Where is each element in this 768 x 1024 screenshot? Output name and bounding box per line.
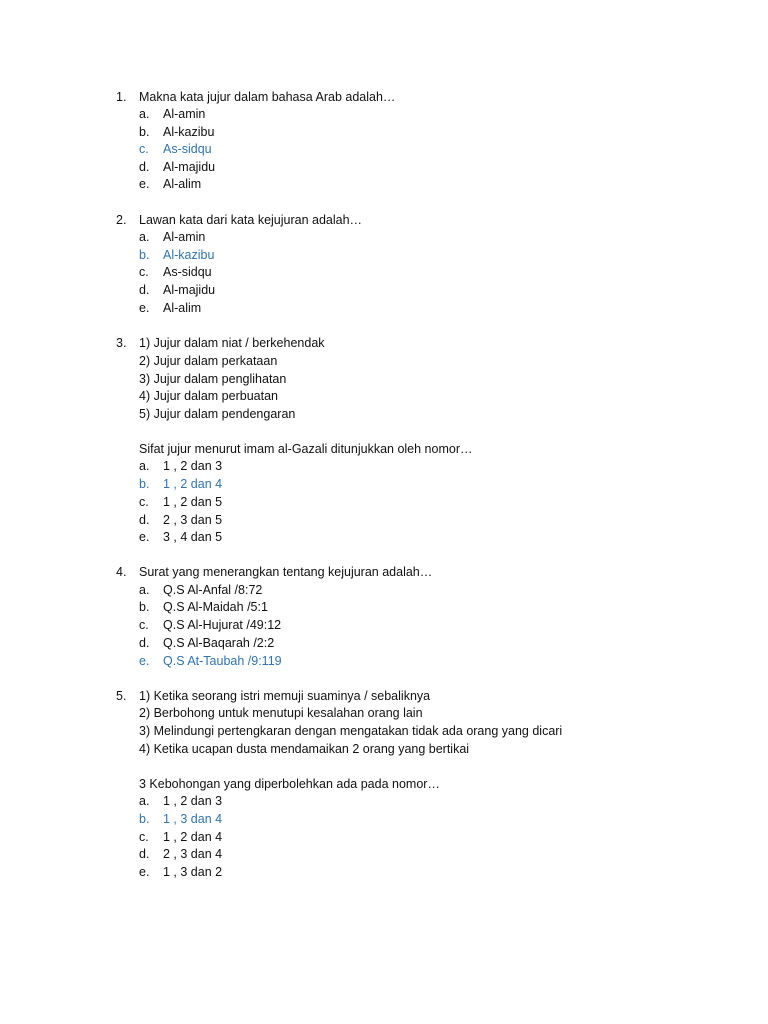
option-text: Q.S Al-Baqarah /2:2 xyxy=(163,636,275,650)
statement-item: 2) Berbohong untuk menutupi kesalahan orang lain xyxy=(139,706,423,720)
option-text: Al-alim xyxy=(163,177,202,191)
option-text-answer: As-sidqu xyxy=(163,142,212,156)
statement-item: 1) Jujur dalam niat / berkehendak xyxy=(139,336,325,350)
question-stem: Makna kata jujur dalam bahasa Arab adalah… xyxy=(139,90,396,104)
option-text: Al-majidu xyxy=(163,160,216,174)
option-text: Al-amin xyxy=(163,107,206,121)
option-letter: a. xyxy=(139,230,150,244)
option-letter: a. xyxy=(139,583,150,597)
option-text: Q.S Al-Anfal /8:72 xyxy=(163,583,263,597)
option-text: Al-kazibu xyxy=(163,125,215,139)
question-number: 1. xyxy=(116,90,127,104)
option-letter: a. xyxy=(139,459,150,473)
question-number: 3. xyxy=(116,336,127,350)
option-letter: c. xyxy=(139,265,149,279)
option-letter-answer: b. xyxy=(139,812,150,826)
question-stem: Surat yang menerangkan tentang kejujuran adalah… xyxy=(139,565,433,579)
option-letter: e. xyxy=(139,177,150,191)
option-text-answer: Al-kazibu xyxy=(163,248,215,262)
option-letter-answer: e. xyxy=(139,654,150,668)
option-text: 1 , 2 dan 3 xyxy=(163,794,223,808)
option-letter: d. xyxy=(139,160,150,174)
option-letter: d. xyxy=(139,513,150,527)
question-stem: Lawan kata dari kata kejujuran adalah… xyxy=(139,213,363,227)
question-number: 5. xyxy=(116,689,127,703)
option-letter: c. xyxy=(139,830,149,844)
question-number: 2. xyxy=(116,213,127,227)
option-letter: a. xyxy=(139,107,150,121)
option-text: 1 , 2 dan 4 xyxy=(163,830,223,844)
option-text: Q.S Al-Maidah /5:1 xyxy=(163,600,268,614)
option-text: 3 , 4 dan 5 xyxy=(163,530,223,544)
option-letter: d. xyxy=(139,636,150,650)
statement-item: 5) Jujur dalam pendengaran xyxy=(139,407,296,421)
statement-item: 3) Melindungi pertengkaran dengan mengatakan tidak ada orang yang dicari xyxy=(139,724,563,738)
option-letter: a. xyxy=(139,794,150,808)
option-letter: c. xyxy=(139,618,149,632)
option-letter: e. xyxy=(139,530,150,544)
option-letter: d. xyxy=(139,283,150,297)
statement-item: 4) Ketika ucapan dusta mendamaikan 2 orang yang bertikai xyxy=(139,742,470,756)
option-text: 2 , 3 dan 4 xyxy=(163,847,223,861)
option-letter: c. xyxy=(139,495,149,509)
option-text: 1 , 2 dan 5 xyxy=(163,495,223,509)
option-text: 2 , 3 dan 5 xyxy=(163,513,223,527)
statement-item: 1) Ketika seorang istri memuji suaminya / sebaliknya xyxy=(139,689,431,703)
statement-item: 4) Jujur dalam perbuatan xyxy=(139,389,278,403)
option-text-answer: 1 , 3 dan 4 xyxy=(163,812,223,826)
option-text: Al-alim xyxy=(163,301,202,315)
option-letter: b. xyxy=(139,600,150,614)
option-letter: d. xyxy=(139,847,150,861)
question-stem: Sifat jujur menurut imam al-Gazali ditunjukkan oleh nomor… xyxy=(139,442,473,456)
statement-item: 2) Jujur dalam perkataan xyxy=(139,354,278,368)
option-text: 1 , 3 dan 2 xyxy=(163,865,223,879)
option-letter-answer: b. xyxy=(139,477,150,491)
option-letter: e. xyxy=(139,301,150,315)
option-text: As-sidqu xyxy=(163,265,212,279)
option-letter-answer: b. xyxy=(139,248,150,262)
option-text-answer: Q.S At-Taubah /9:119 xyxy=(163,654,282,668)
question-stem: 3 Kebohongan yang diperbolehkan ada pada nomor… xyxy=(139,777,440,791)
option-text: Q.S Al-Hujurat /49:12 xyxy=(163,618,282,632)
question-number: 4. xyxy=(116,565,127,579)
option-text: Al-amin xyxy=(163,230,206,244)
option-letter-answer: c. xyxy=(139,142,149,156)
option-letter: b. xyxy=(139,125,150,139)
statement-item: 3) Jujur dalam penglihatan xyxy=(139,372,287,386)
option-letter: e. xyxy=(139,865,150,879)
option-text: 1 , 2 dan 3 xyxy=(163,459,223,473)
option-text: Al-majidu xyxy=(163,283,216,297)
option-text-answer: 1 , 2 dan 4 xyxy=(163,477,223,491)
